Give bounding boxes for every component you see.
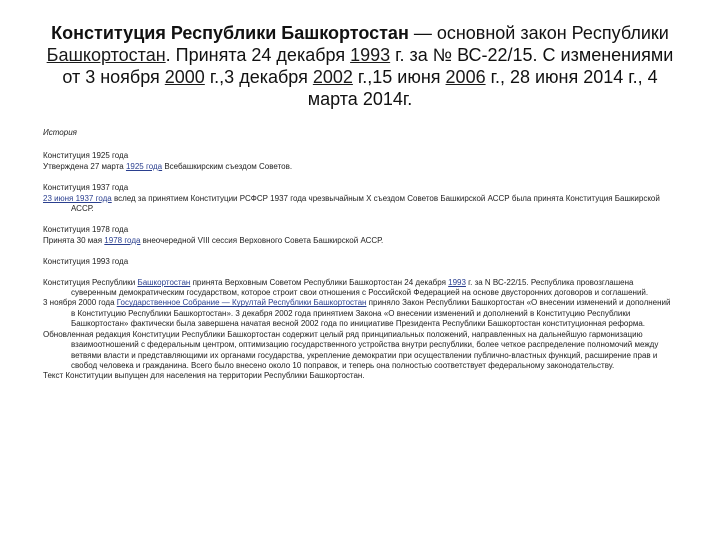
title-bold: Конституция Республики Башкортостан [51,23,409,43]
title-text: г.,3 декабря [204,67,313,87]
title-text: г., 28 июня 2014 г., 4 марта 2014г. [307,67,658,109]
link-1937[interactable]: 23 июня 1937 года [43,193,112,203]
section-1978 [43,225,673,246]
paragraph-text: приняло Закон Республики Башкортостан «О внесении изменений и дополнений в Конституцию Республики Башкортостан». 3 декабря 2002 года принятием Закона «О внесении изменений и дополнений в Конституцию Республики Башкортостан» фактически была завершена начатая весной 2002 года по инициативе Президента Республики Башкортостан конституционная реформа. [71,298,671,329]
paragraph-text: вслед за принятием Конституции РСФСР 1937 года чрезвычайным X съездом Советов Башкирской АССР была принята Конституция Башкирской АССР. [71,193,660,214]
title-text: . Принята 24 декабря [165,45,351,65]
section-heading: Конституция 1993 года [43,257,129,267]
section-paragraph [43,278,673,299]
link-1978[interactable]: 1978 года [104,235,141,245]
title-link-2000[interactable]: 2000 [164,67,205,87]
link-1925[interactable]: 1925 года [125,161,163,171]
section-paragraph [43,298,673,329]
title-text: г. за № ВС-22/15. С изменениями от 3 ноября [62,45,674,87]
title-text: г.,15 июня [352,67,446,87]
paragraph-text: Конституция Республики [43,277,138,287]
document-body [43,128,673,393]
paragraph-text: принята Верховным Советом Республики Башкортостан 24 декабря [190,277,449,287]
section-heading: Конституция 1937 года [43,183,129,193]
title-link-1993[interactable]: 1993 [350,45,391,65]
title-link-2002[interactable]: 2002 [312,67,353,87]
section-paragraph [43,162,673,172]
section-paragraph: Текст Конституции выпущен для населения на территории Республики Башкортостан. [43,371,365,381]
title-text: — основной закон Республики [408,23,669,43]
section-1993 [43,257,673,381]
paragraph-text: Всебашкирским съездом Советов. [162,161,293,171]
link-1993[interactable]: 1993 [448,277,466,287]
section-heading: Конституция 1925 года [43,151,129,161]
paragraph-text: внеочередной VIII сессия Верховного Совета Башкирской АССР. [140,235,384,245]
section-1937 [43,183,673,214]
paragraph-text: 3 ноября 2000 года [43,298,117,308]
paragraph-text: Принята 30 мая [43,235,105,245]
paragraph-text: Утверждена 27 марта [43,161,126,171]
history-heading: История [43,128,77,137]
page-title [40,22,680,110]
section-1925 [43,151,673,172]
section-paragraph: Обновленная редакция Конституции Республики Башкортостан содержит целый ряд принципиальных положений, направленных на дальнейшую гармонизацию взаимоотношений с федеральным центром, оптимизацию государственного устройства внутри республики, более четкое распределение полномочий между ветвями власти и представляющими их органами государства, укрепление демократии при осуществлении публично-властных функций, расширение прав и свобод человека и гражданина. Всего было внесено около 10 поправок, и теперь она полностью соответствует федеральному законодательству. [43,329,659,370]
section-paragraph [43,194,673,215]
link-kurultai[interactable]: Государственное Собрание — Курултай Республики Башкортостан [116,298,367,308]
title-link-bashkortostan[interactable]: Башкортостан [46,45,166,65]
link-bashkortostan[interactable]: Башкортостан [137,277,191,287]
section-paragraph [43,236,673,246]
paragraph-text: г. за N ВС-22/15. Республика провозглашена суверенным демократическим государством, которое строит свои отношения с Российской Федерацией на основе двусторонних договоров и соглашений. [71,277,649,298]
title-link-2006[interactable]: 2006 [445,67,486,87]
section-heading: Конституция 1978 года [43,225,129,235]
